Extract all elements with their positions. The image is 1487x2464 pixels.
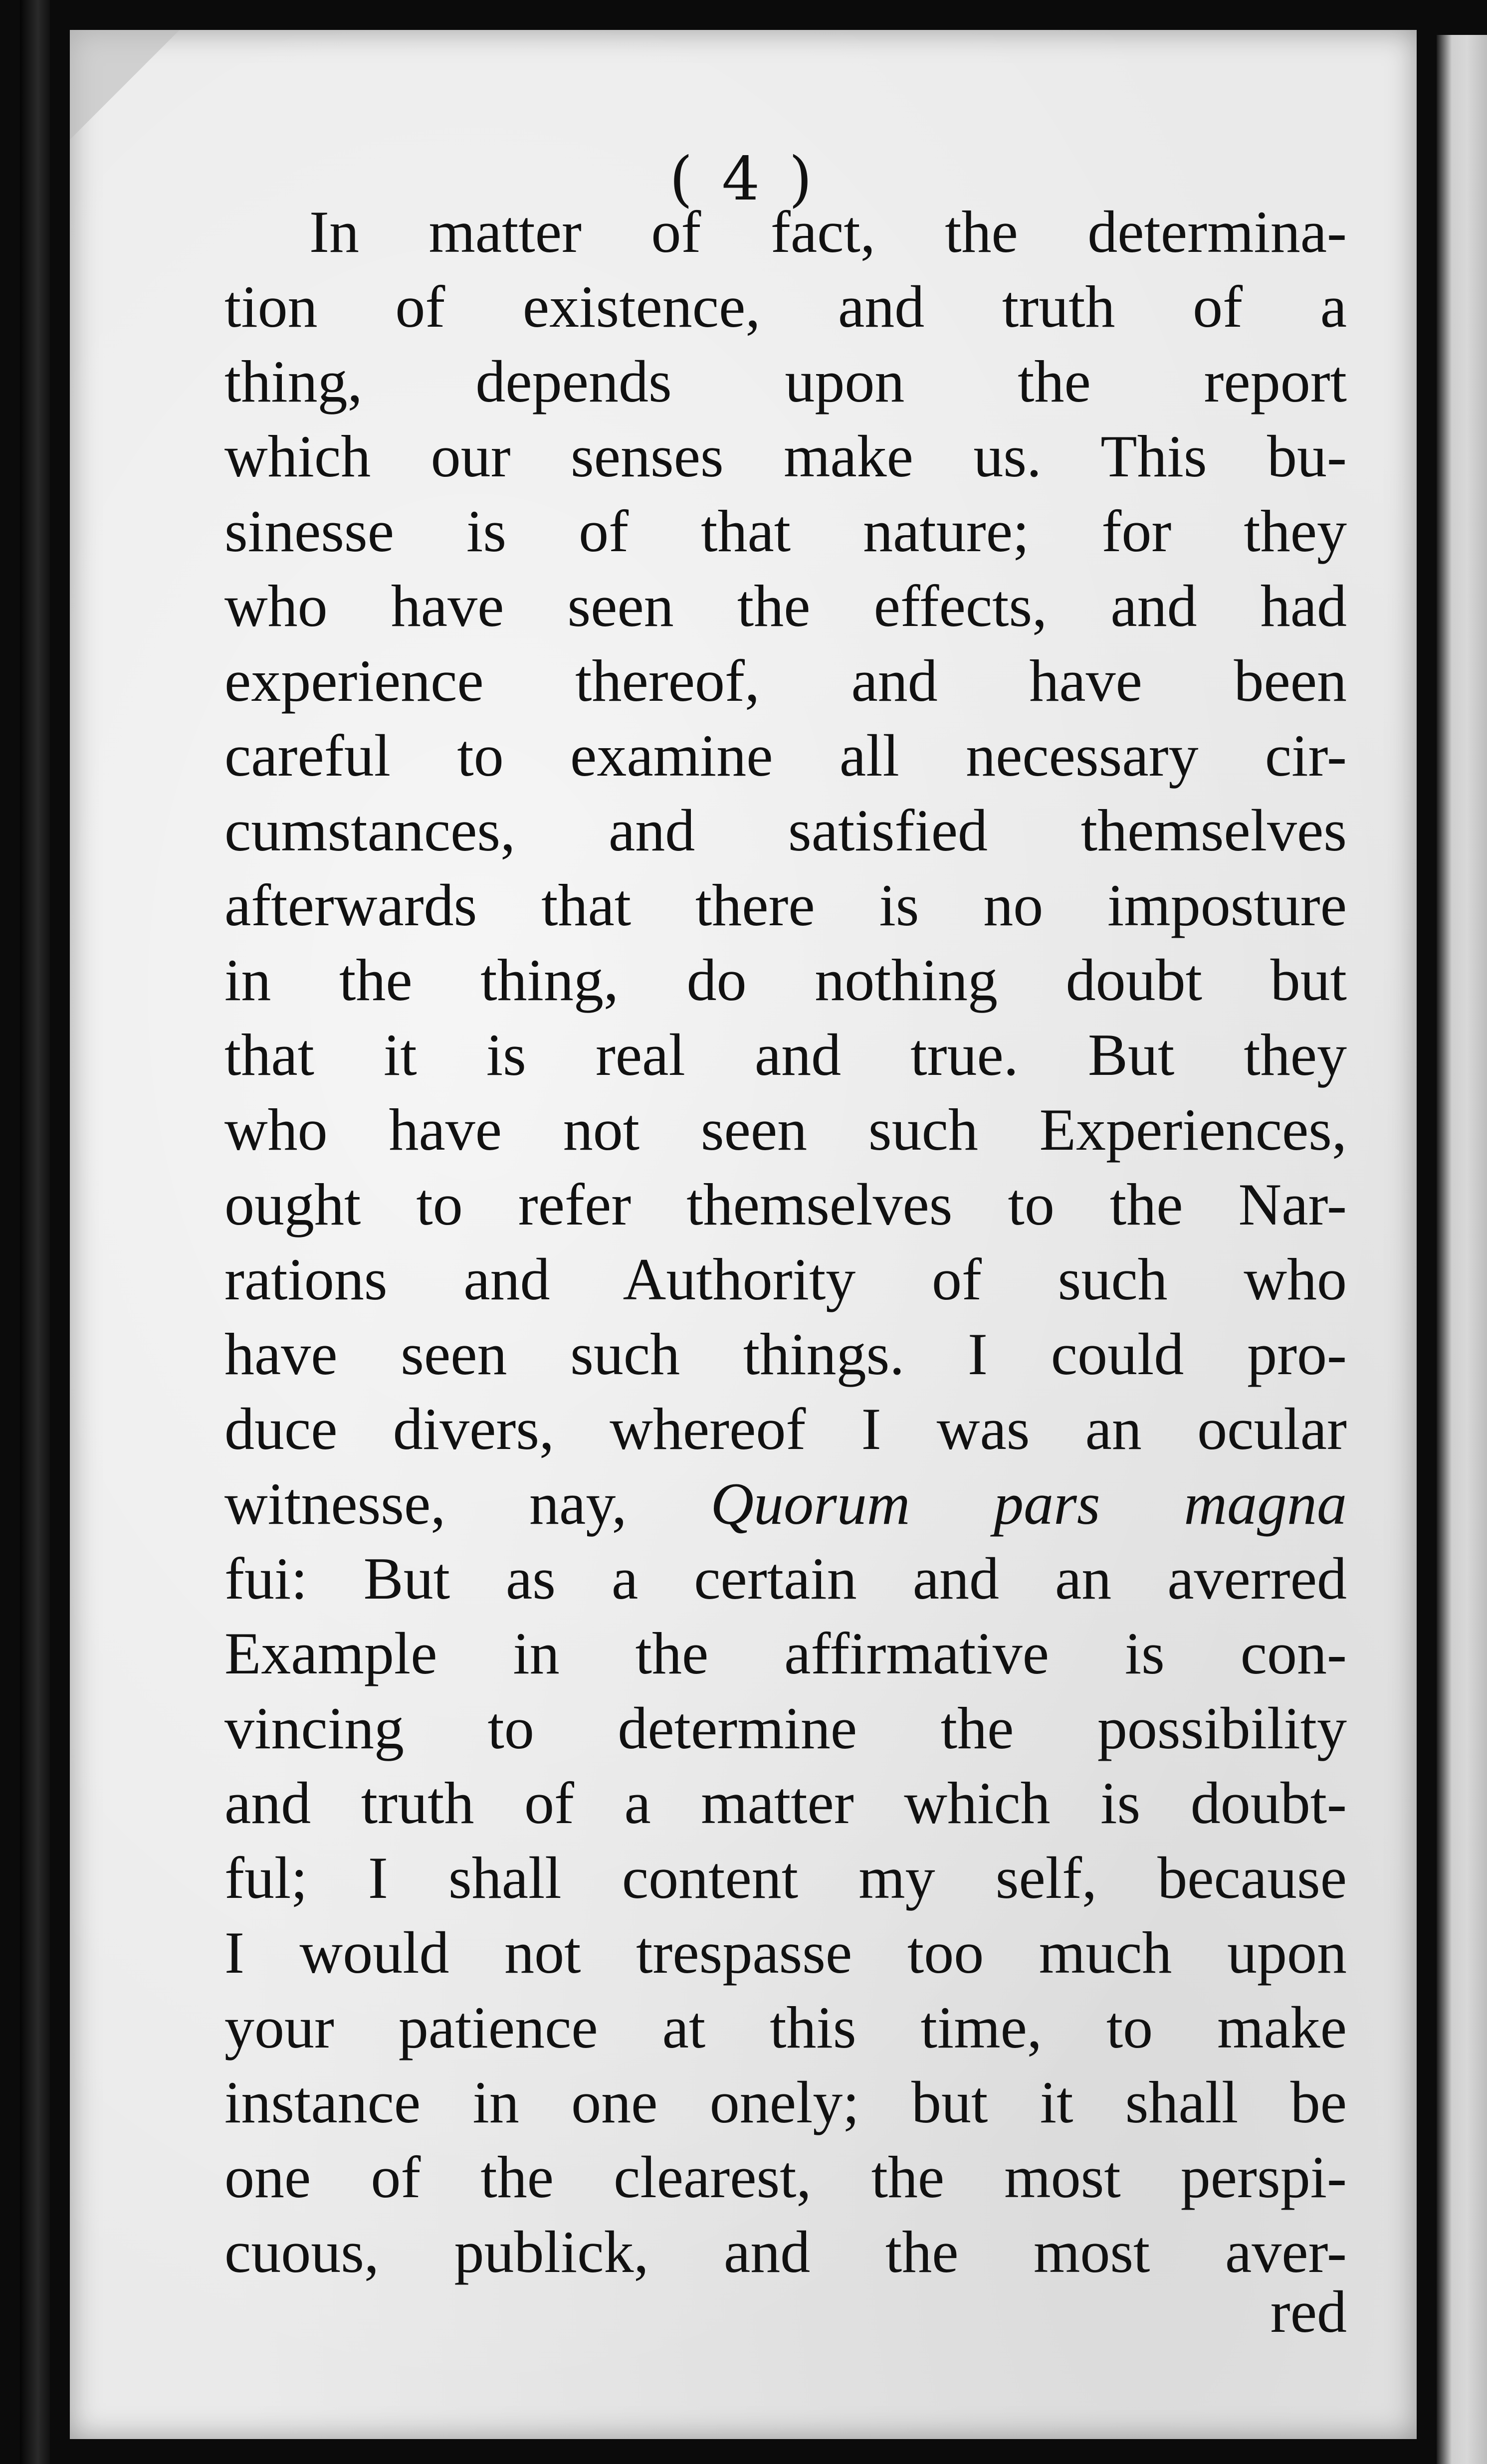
text-line: fui: But as a certain and an averred [224,1545,1347,1612]
text-line: I would not trespasse too much upon [224,1919,1347,1986]
text-line: vincing to determine the possibility [224,1695,1347,1761]
text-line: your patience at this time, to make [224,1994,1347,2060]
text-line: experience thereof, and have been [224,647,1347,714]
text-line: one of the clearest, the most perspi- [224,2144,1347,2210]
text-line: careful to examine all necessary cir- [224,722,1347,789]
adjacent-page-edge [1437,35,1487,2464]
text-line: in the thing, do nothing doubt but [224,947,1347,1013]
page-number: ( 4 ) [669,145,818,214]
text-line: cuous, publick, and the most aver- [224,2219,1347,2285]
text-line: sinesse is of that nature; for they [224,498,1347,564]
text-line: that it is real and true. But they [224,1022,1347,1088]
book-page [70,30,1417,2439]
text-line: rations and Authority of such who [224,1246,1347,1312]
text-line: tion of existence, and truth of a [224,273,1347,340]
body-text [224,195,1347,2289]
text-line: and truth of a matter which is doubt- [224,1770,1347,1836]
text-line-with-latin [224,1466,1347,1541]
text-line: who have not seen such Experiences, [224,1096,1347,1163]
text-line-segment: witnesse, nay, [224,1470,627,1537]
text-line: which our senses make us. This bu- [224,423,1347,489]
page-corner-fold [70,30,180,140]
text-line: In matter of fact, the determina- [309,199,1347,265]
catchword: red [1270,2278,1347,2345]
text-line: afterwards that there is no imposture [224,872,1347,938]
latin-phrase: Quorum pars magna [710,1470,1347,1537]
text-line: ought to refer themselves to the Nar- [224,1171,1347,1237]
text-line: duce divers, whereof I was an ocular [224,1396,1347,1462]
text-line: Example in the affirmative is con- [224,1620,1347,1686]
binding-edge [20,0,50,2464]
text-line: ful; I shall content my self, because [224,1845,1347,1911]
text-line: cumstances, and satisfied themselves [224,797,1347,863]
text-line: have seen such things. I could pro- [224,1321,1347,1387]
text-line: who have seen the effects, and had [224,573,1347,639]
text-line: thing, depends upon the report [224,348,1347,414]
text-line: instance in one onely; but it shall be [224,2069,1347,2135]
